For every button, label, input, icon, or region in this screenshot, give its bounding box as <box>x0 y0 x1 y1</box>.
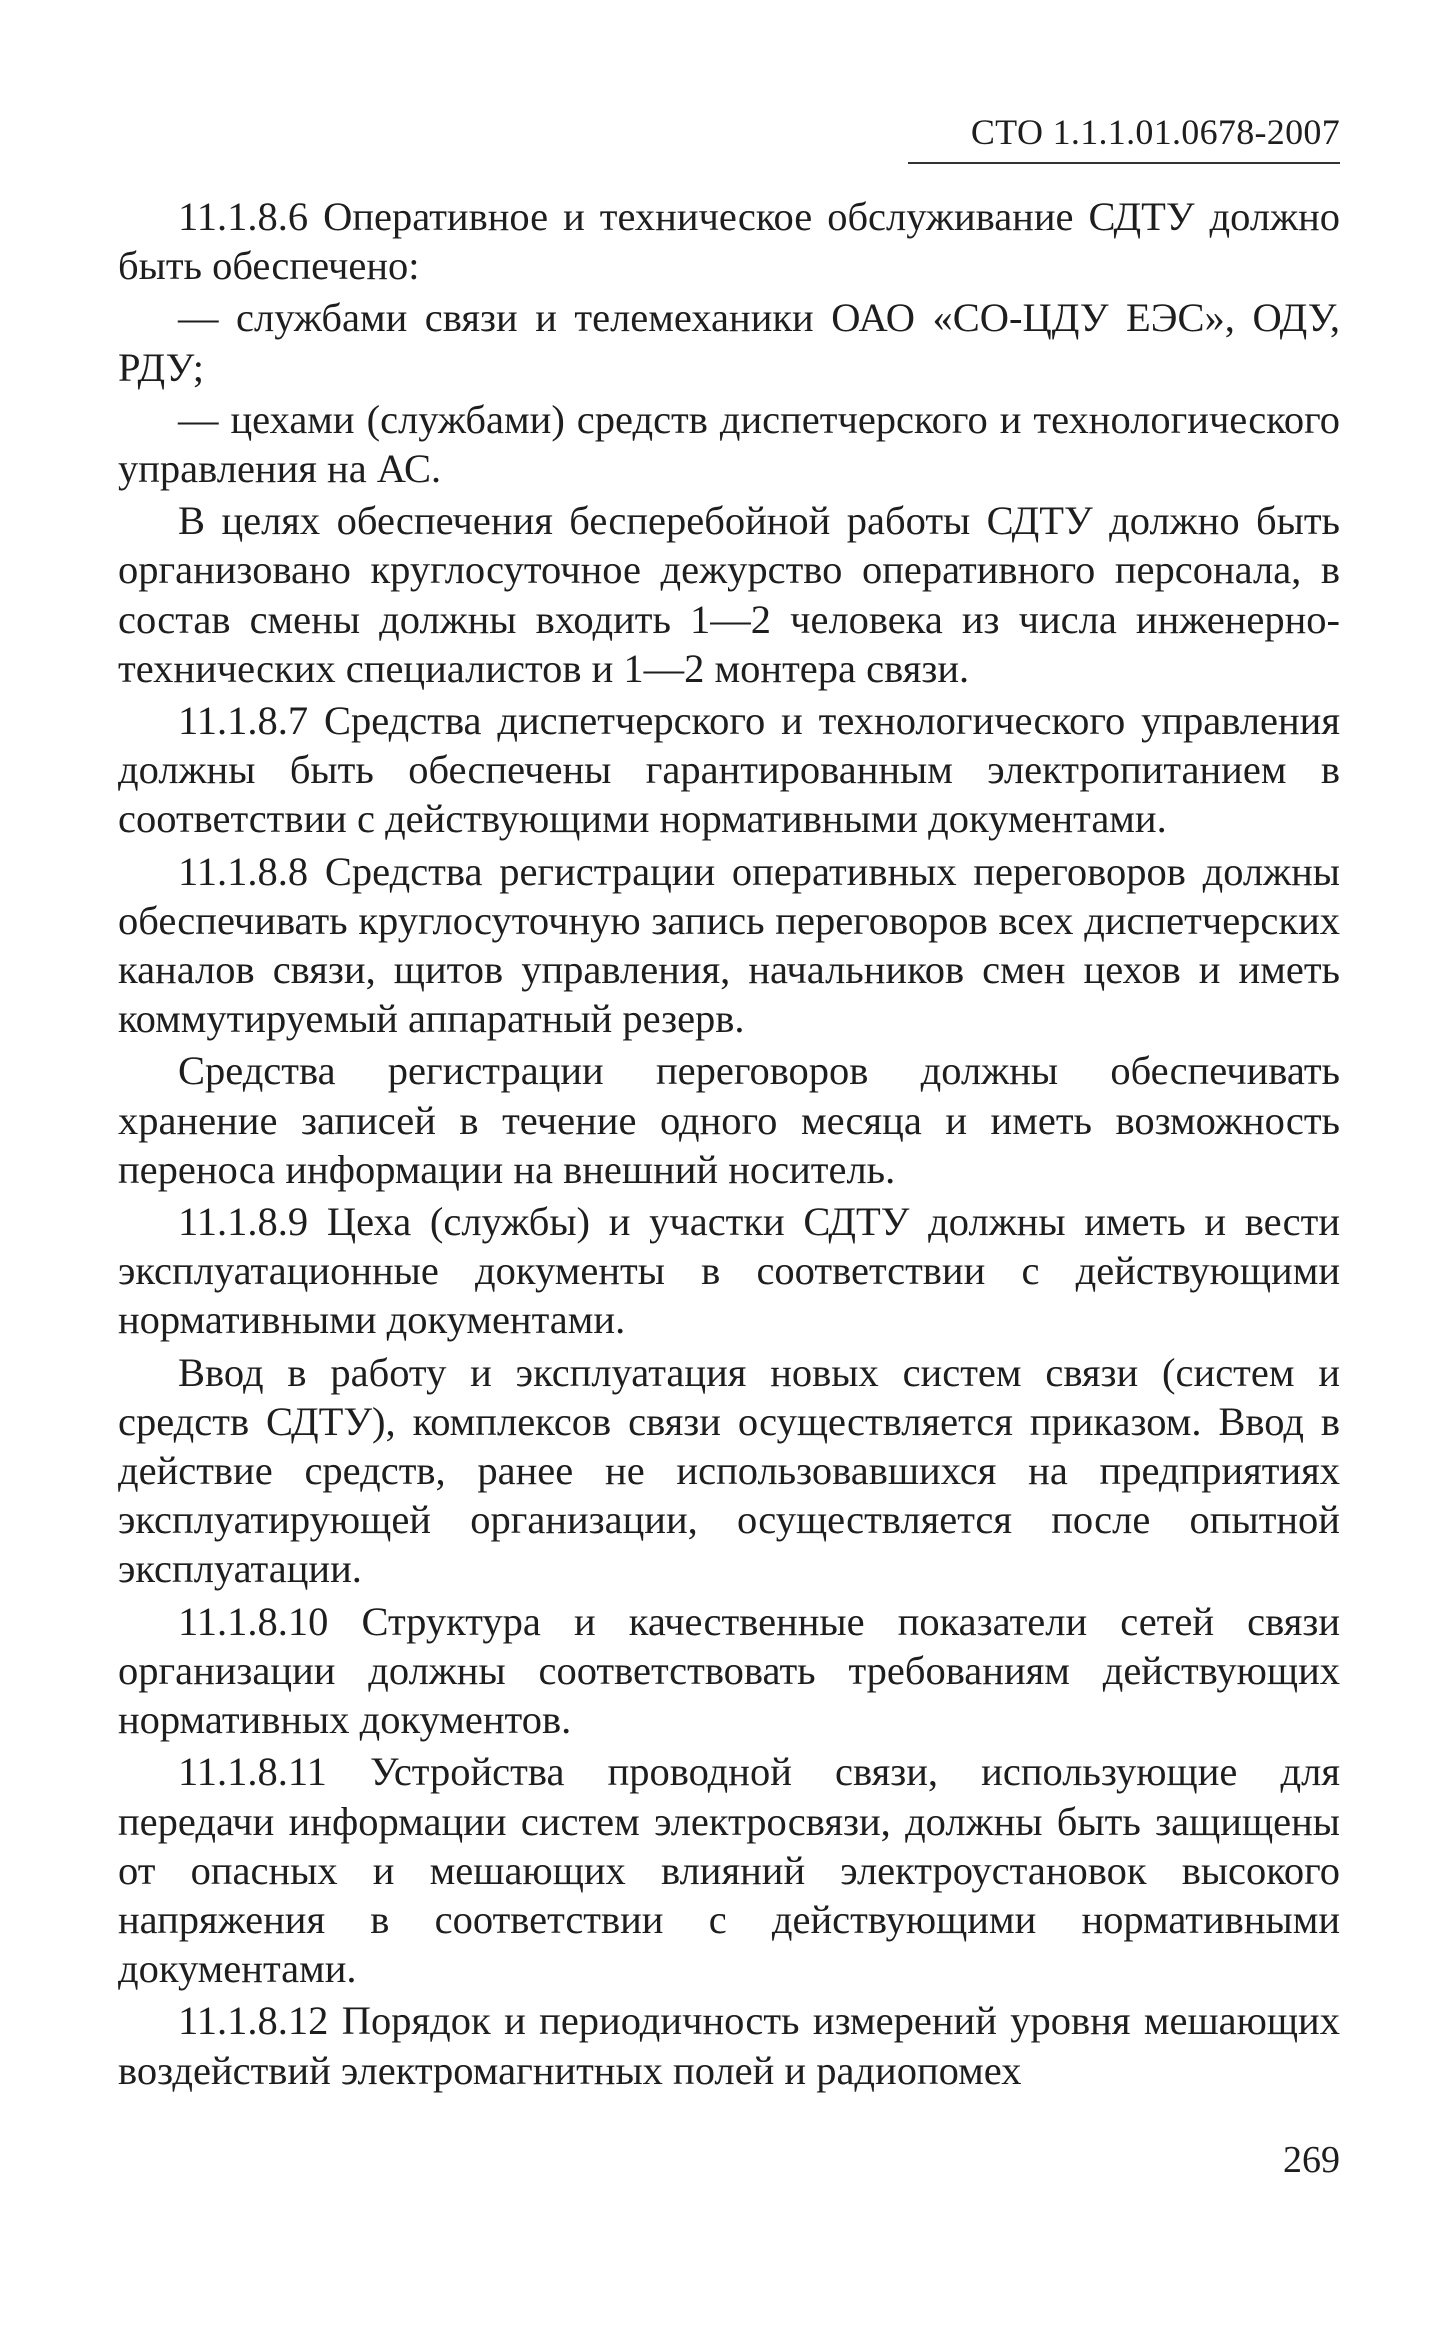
paragraph-commissioning: Ввод в работу и эксплуатация новых систем связи (систем и средств СДТУ), комплексов связи осуществляется приказом. Ввод в действие средств, ранее не использовавшихся на предприятиях эксплуатирующей организации, осуществляется после опытной эксплуатации. <box>118 1349 1340 1592</box>
page-number: 269 <box>1283 2139 1340 2181</box>
paragraph-11-1-8-9: 11.1.8.9 Цеха (службы) и участки СДТУ должны иметь и вести эксплуатационные документы в соответствии с действующими нормативными документами. <box>118 1199 1340 1343</box>
paragraph-11-1-8-7: 11.1.8.7 Средства диспетчерского и технологического управления должны быть обеспечены гарантированным электропитанием в соответствии с действующими нормативными документами. <box>118 698 1340 842</box>
paragraph-11-1-8-6: 11.1.8.6 Оперативное и техническое обслуживание СДТУ должно быть обеспечено: <box>118 194 1340 289</box>
header-rule <box>908 162 1340 164</box>
paragraph-11-1-8-11: 11.1.8.11 Устройства проводной связи, использующие для передачи информации систем электросвязи, должны быть защищены от опасных и мешающих влияний электроустановок высокого напряжения в соответствии с действующими нормативными документами. <box>118 1749 1340 1992</box>
document-code-header: СТО 1.1.1.01.0678-2007 <box>970 112 1340 152</box>
paragraph-duty-staff: В целях обеспечения бесперебойной работы СДТУ должно быть организовано круглосуточное дежурство оперативного персонала, в состав смены должны входить 1—2 человека из числа инженерно-технических специалистов и 1—2 монтера связи. <box>118 498 1340 691</box>
paragraph-recording-storage: Средства регистрации переговоров должны обеспечивать хранение записей в течение одного месяца и иметь возможность переноса информации на внешний носитель. <box>118 1048 1340 1192</box>
body-text <box>118 192 1340 2098</box>
list-item-communication-services: — службами связи и телемеханики ОАО «СО-ЦДУ ЕЭС», ОДУ, РДУ; <box>118 295 1340 390</box>
list-item-workshops: — цехами (службами) средств диспетчерского и технологического управления на АС. <box>118 396 1340 492</box>
paragraph-11-1-8-10: 11.1.8.10 Структура и качественные показатели сетей связи организации должны соответствовать требованиям действующих нормативных документов. <box>118 1598 1340 1743</box>
paragraph-11-1-8-8: 11.1.8.8 Средства регистрации оперативных переговоров должны обеспечивать круглосуточную запись переговоров всех диспетчерских каналов связи, щитов управления, начальников смен цехов и иметь коммутируемый аппаратный резерв. <box>118 848 1340 1042</box>
paragraph-11-1-8-12: 11.1.8.12 Порядок и периодичность измерений уровня мешающих воздействий электромагнитных полей и радиопомех <box>118 1998 1340 2093</box>
